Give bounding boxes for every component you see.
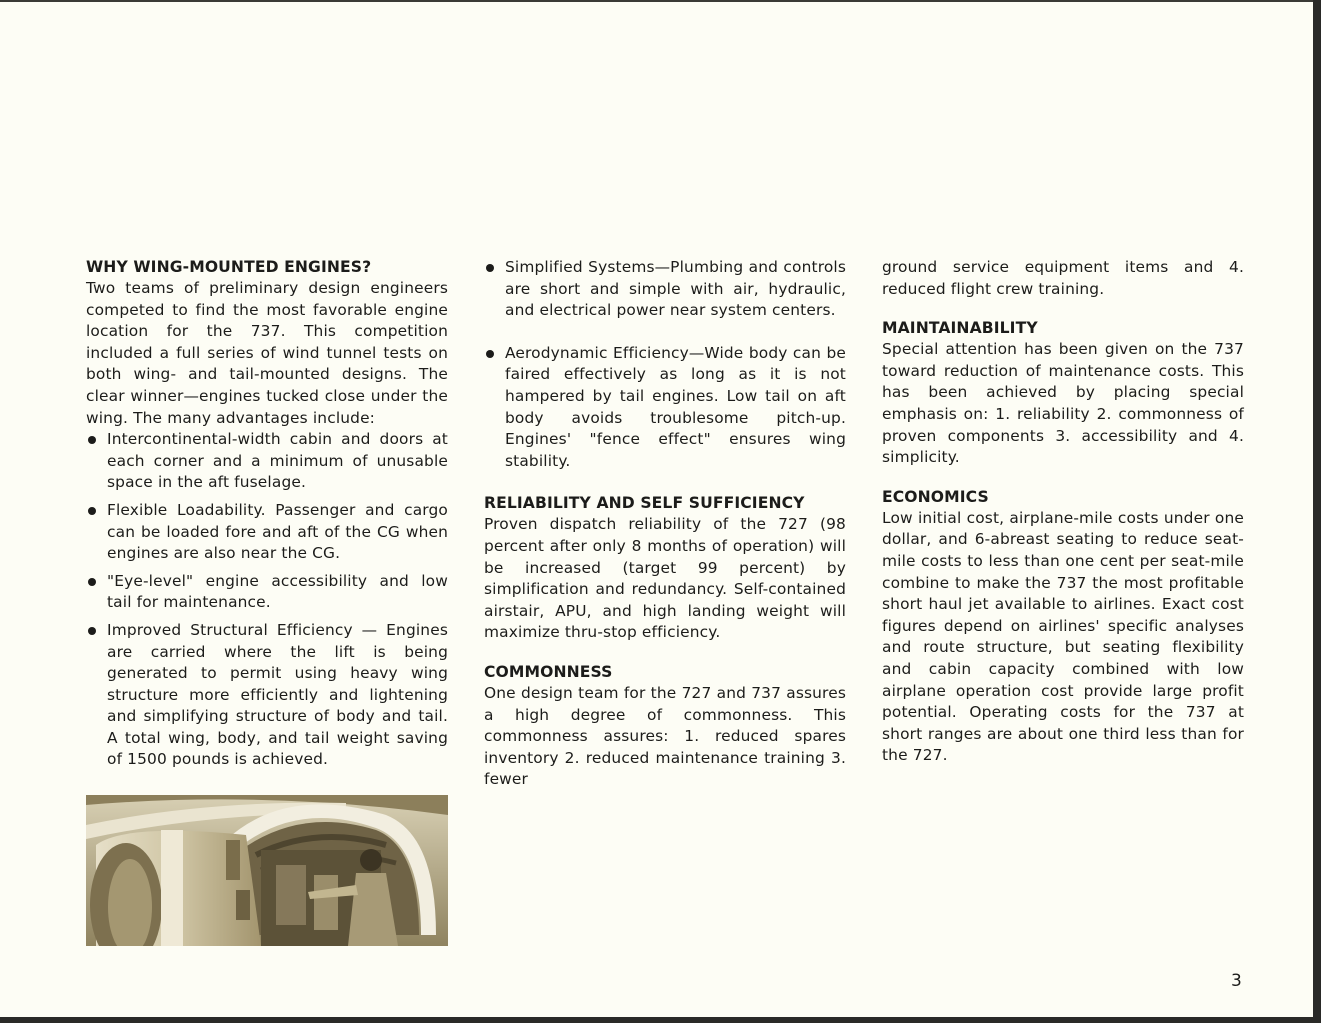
section-economics (882, 487, 1244, 767)
page-top-edge (0, 0, 1313, 2)
section-heading: COMMONNESS (484, 662, 613, 681)
section-body: Special attention has been given on the 737 toward reduction of maintenance costs. This has been achieved by placing special emphasis on: 1. reliability 2. commonness of proven components 3. accessibility and 4. simplicity. (882, 340, 1244, 467)
section-heading: WHY WING-MOUNTED ENGINES? (86, 258, 372, 276)
section-heading: RELIABILITY AND SELF SUFFICIENCY (484, 494, 805, 513)
column-1 (86, 257, 448, 789)
section-body: Low initial cost, airplane-mile costs under one dollar, and 6-abreast seating to reduce seat-mile costs to less than one cent per seat-mile combine to make the 737 the most profitable short haul jet available to airlines. Exact cost figures depend on airlines' specific analyses and route structure, but seating flexibility and cabin capacity combined with low airplane operation cost provide large profit potential. Operating costs for the 737 at short ranges are about one third less than for the 727. (882, 508, 1244, 765)
list-item: Flexible Loadability. Passenger and cargo can be loaded fore and aft of the CG when engines are also near the CG. (86, 500, 448, 565)
bullet-icon (88, 436, 96, 444)
column-3 (882, 257, 1244, 785)
section-heading: MAINTAINABILITY (882, 319, 1038, 338)
section-body: Proven dispatch reliability of the 727 (98 percent after only 8 months of operation) will be increased (target 99 percent) by simplification and redundancy. Self-contained airstair, APU, and high landing weight will maximize thru-stop efficiency. (484, 515, 846, 642)
engine-nacelle-photo (86, 795, 448, 946)
page-number: 3 (1231, 971, 1242, 991)
advantages-list-continued (484, 257, 846, 472)
list-item: Improved Structural Efficiency — Engines are carried where the lift is being generated to permit using heavy wing structure more efficiently and lightening and simplifying structure of body and tail. A total wing, body, and tail weight saving of 1500 pounds is achieved. (86, 620, 448, 771)
bullet-icon (88, 507, 96, 515)
section-commonness-continued (882, 257, 1244, 300)
section-heading: ECONOMICS (882, 487, 989, 506)
bullet-icon (88, 578, 96, 586)
section-intro: Two teams of preliminary design engineers competed to find the most favorable engine location for the 737. This competition included a full series of wind tunnel tests on both wing- and tail-mounted designs. The clear winner—engines tucked close under the wing. The many advantages include: (86, 279, 448, 427)
section-why-wing-mounted-engines (86, 257, 448, 771)
list-item: "Eye-level" engine accessibility and low tail for maintenance. (86, 571, 448, 614)
bullet-icon (486, 350, 494, 358)
photo-illustration-icon (86, 795, 448, 946)
advantages-list (86, 429, 448, 771)
section-maintainability (882, 318, 1244, 469)
bullet-icon (486, 264, 494, 272)
section-body: One design team for the 727 and 737 assures a high degree of commonness. This commonness assures: 1. reduced spares inventory 2. reduced maintenance training 3. fewer (484, 683, 846, 789)
list-item: Simplified Systems—Plumbing and controls are short and simple with air, hydraulic, and electrical power near system centers. (484, 257, 846, 322)
bullet-icon (88, 627, 96, 635)
section-commonness (484, 662, 846, 791)
section-reliability (484, 493, 846, 644)
column-2 (484, 257, 846, 809)
list-item: Aerodynamic Efficiency—Wide body can be faired effectively as long as it is not hampered by tail engines. Low tail on aft body avoids troublesome pitch-up. Engines' "fence effect" ensures wing stability. (484, 343, 846, 473)
list-item: Intercontinental-width cabin and doors at each corner and a minimum of unusable space in the aft fuselage. (86, 429, 448, 494)
section-body: ground service equipment items and 4. reduced flight crew training. (882, 258, 1244, 298)
